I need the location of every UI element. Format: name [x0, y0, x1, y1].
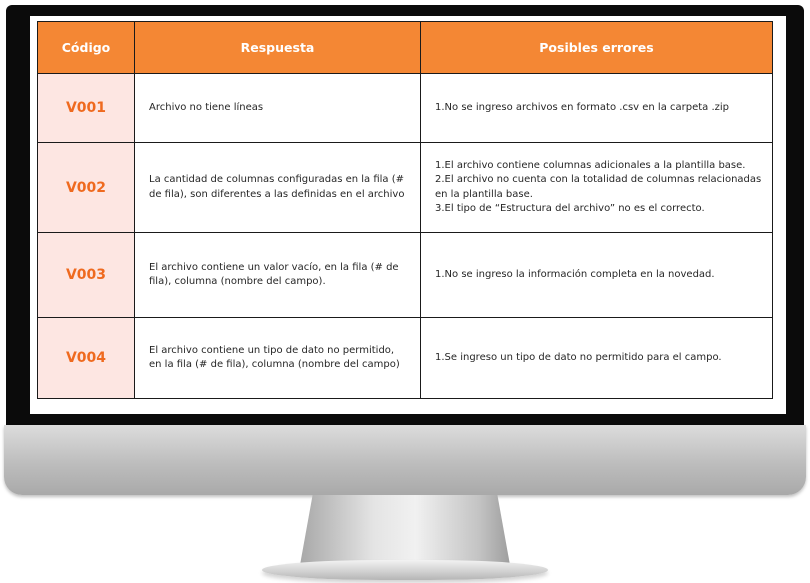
row-errors [421, 318, 773, 399]
row-code: V004 [38, 318, 135, 399]
table-row [38, 233, 773, 318]
row-errors [421, 74, 773, 143]
table-header-row [38, 22, 773, 74]
table-row [38, 74, 773, 143]
error-item: 1.Se ingreso un tipo de dato no permitido para el campo. [435, 351, 722, 363]
error-item: 1.El archivo contiene columnas adicionales a la plantilla base. [435, 159, 746, 171]
row-response: Archivo no tiene líneas [135, 74, 421, 143]
table-row [38, 318, 773, 399]
table-row [38, 142, 773, 233]
validation-errors-table [37, 21, 773, 399]
monitor-stand-base [262, 560, 548, 580]
row-code: V002 [38, 142, 135, 233]
monitor-stand-neck [300, 495, 510, 565]
row-response: El archivo contiene un valor vacío, en la fila (# de fila), columna (nombre del campo). [135, 233, 421, 318]
error-item: 3.El tipo de “Estructura del archivo” no es el correcto. [435, 203, 705, 215]
error-item: 1.No se ingreso archivos en formato .csv en la carpeta .zip [435, 101, 730, 113]
header-codigo: Código [38, 22, 135, 74]
row-errors [421, 233, 773, 318]
row-errors [421, 142, 773, 233]
error-item: 2.El archivo no cuenta con la totalidad de columnas relacionadas en la plantilla base. [435, 174, 762, 200]
row-code: V001 [38, 74, 135, 143]
row-response: La cantidad de columnas configuradas en la fila (# de fila), son diferentes a las definidas en el archivo [135, 142, 421, 233]
row-response: El archivo contiene un tipo de dato no permitido, en la fila (# de fila), columna (nombre del campo) [135, 318, 421, 399]
error-item: 1.No se ingreso la información completa en la novedad. [435, 269, 715, 281]
header-respuesta: Respuesta [135, 22, 421, 74]
row-code: V003 [38, 233, 135, 318]
header-posibles-errores: Posibles errores [421, 22, 773, 74]
monitor-chin [4, 425, 806, 495]
